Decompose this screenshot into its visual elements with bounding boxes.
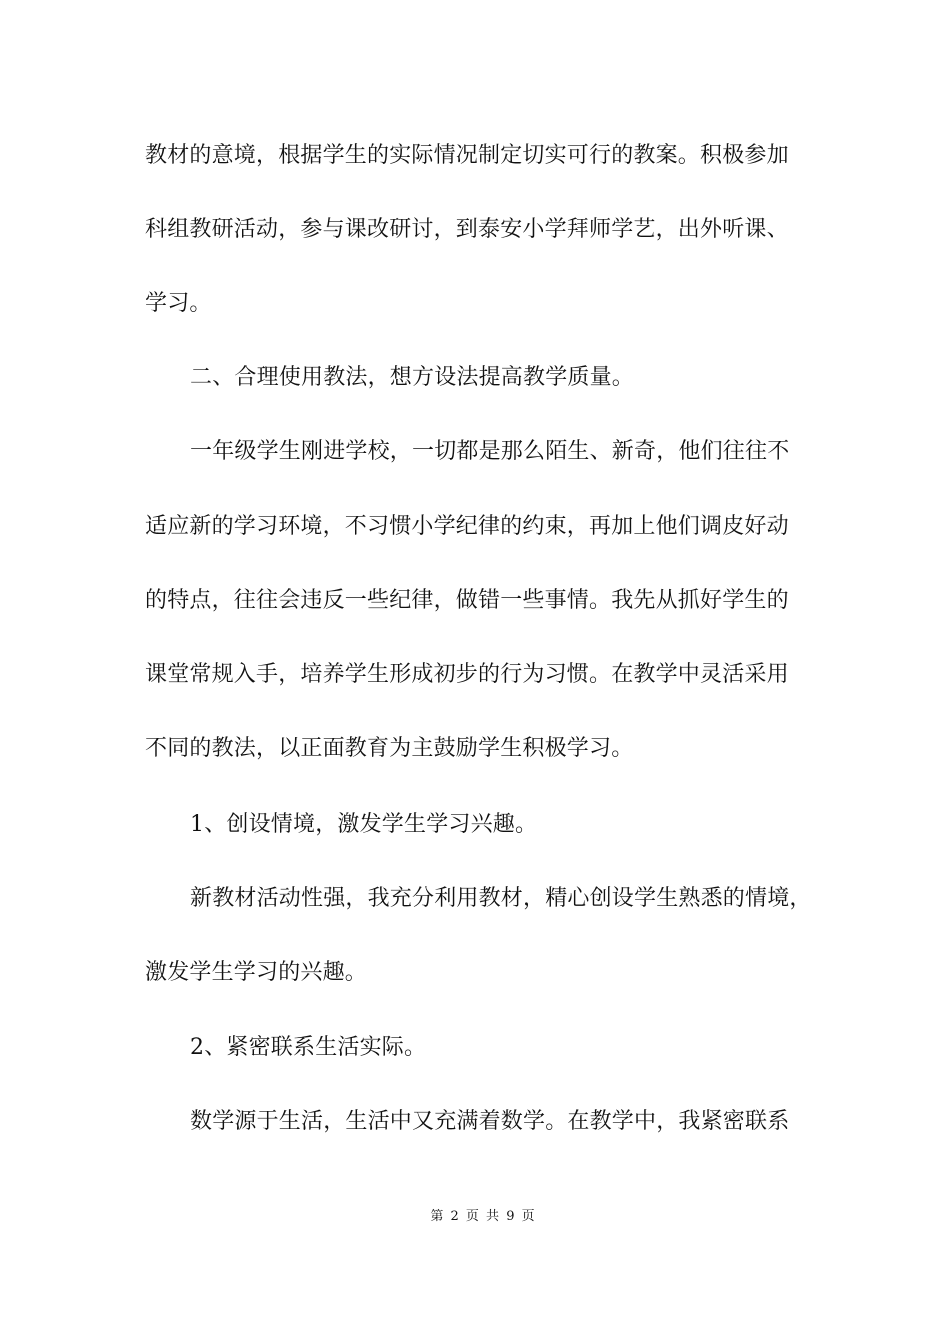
page-number-footer: 第 2 页 共 9 页 [430,1209,535,1224]
body-text-line: 适应新的学习环境，不习惯小学纪律的约束，再加上他们调皮好动 [145,514,789,539]
subsection-heading: 1、创设情境，激发学生学习兴趣。 [190,812,538,837]
body-text-line: 激发学生学习的兴趣。 [145,960,368,985]
body-text-line: 的特点，往往会违反一些纪律，做错一些事情。我先从抓好学生的 [145,588,789,613]
body-text-line: 学习。 [145,291,212,316]
body-text-line: 一年级学生刚进学校，一切都是那么陌生、新奇，他们往往不 [190,439,790,464]
section-heading: 二、合理使用教法，想方设法提高教学质量。 [190,365,635,390]
body-text-line: 科组教研活动，参与课改研讨，到泰安小学拜师学艺，出外听课、 [145,217,789,242]
body-text-line: 新教材活动性强，我充分利用教材，精心创设学生熟悉的情境， [190,886,812,911]
body-text-line: 课堂常规入手，培养学生形成初步的行为习惯。在教学中灵活采用 [145,662,789,687]
body-text-line: 教材的意境，根据学生的实际情况制定切实可行的教案。积极参加 [145,143,789,168]
body-text-line: 不同的教法，以正面教育为主鼓励学生积极学习。 [145,736,634,761]
subsection-heading: 2、紧密联系生活实际。 [190,1035,427,1060]
body-text-line: 数学源于生活，生活中又充满着数学。在教学中，我紧密联系 [190,1109,790,1134]
